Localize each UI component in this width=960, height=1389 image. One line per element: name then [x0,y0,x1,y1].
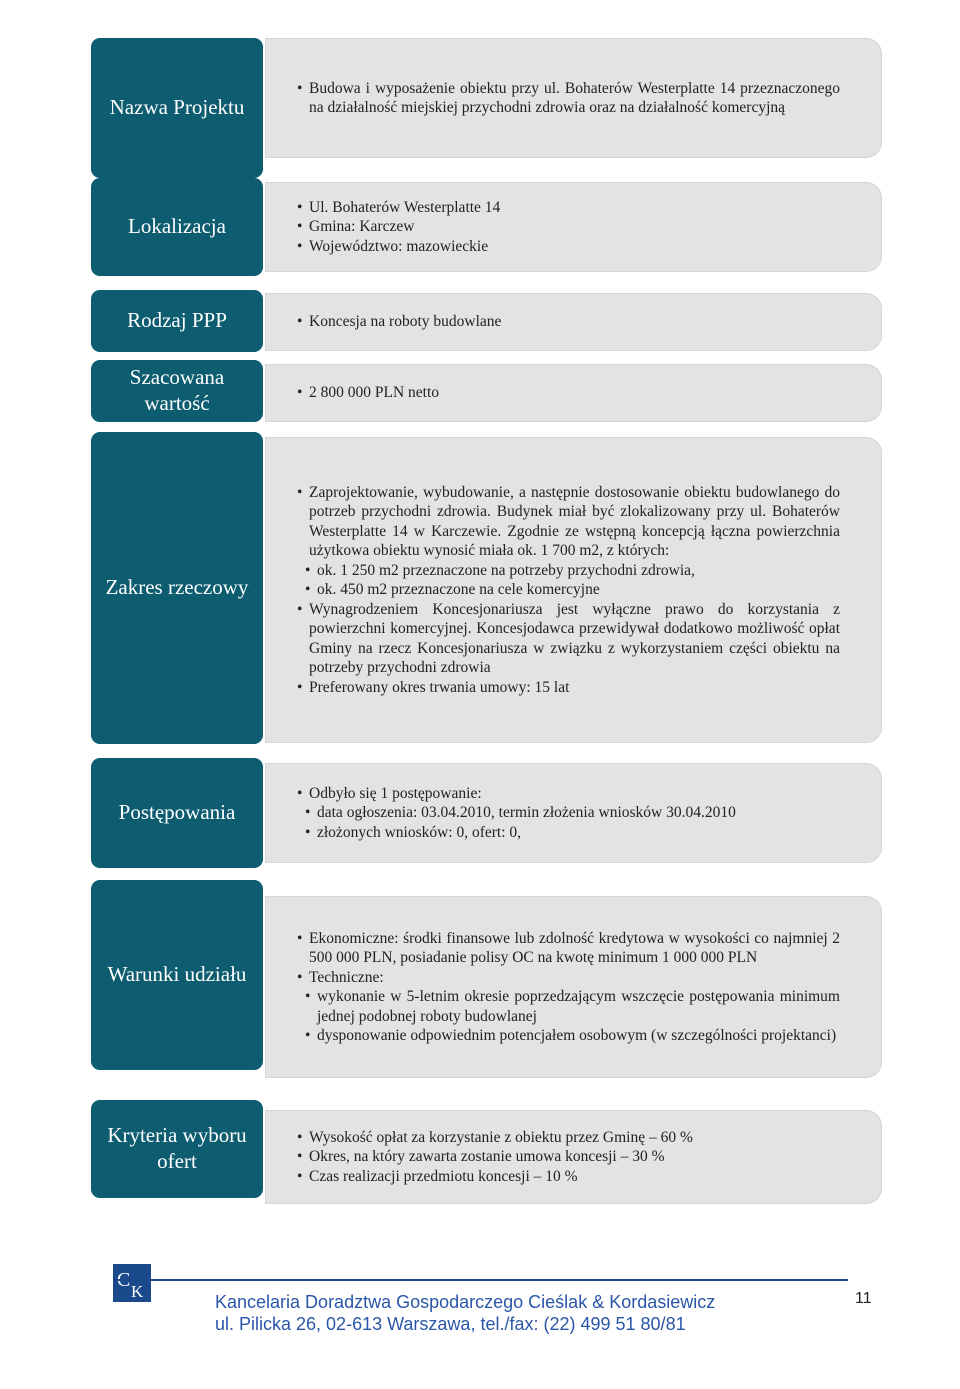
row-label: Postępowania [91,758,263,868]
row-label: Nazwa Projektu [91,38,263,178]
bullet-item: • data ogłoszenia: 03.04.2010, termin złożenia wniosków 30.04.2010 [305,803,840,823]
bullet-item: • Wynagrodzeniem Koncesjonariusza jest wyłączne prawo do korzystania z powierzchni komercyjnej. Koncesjodawca przewidywał dodatkowo możliwość opłat Gminy na rzecz Koncesjonariusza w związku z wykorzystaniem części obiektu na potrzeby przychodni zdrowia [297,600,840,678]
row-label: Zakres rzeczowy [91,432,263,744]
bullet-list [297,929,840,1046]
bullet-list [297,312,840,332]
bullet-item: • Województwo: mazowieckie [297,237,840,257]
bullet-item: • Zaprojektowanie, wybudowanie, a następnie dostosowanie obiektu budowlanego do potrzeb przychodni zdrowia. Budynek miał być zlokalizowany przy ul. Bohaterów Westerplatte 14 w Karczewie. Zgodnie ze wstępną koncepcją łączna powierzchnia użytkowa obiektu wynosić miała ok. 1 700 m2, z których: [297,483,840,561]
row-label: Szacowana wartość [91,360,263,422]
bullet-list [297,198,840,257]
company-logo [113,1264,151,1302]
row-content [265,437,882,743]
bullet-item: • Preferowany okres trwania umowy: 15 lat [297,678,840,698]
bullet-item: • Budowa i wyposażenie obiektu przy ul. Bohaterów Westerplatte 14 przeznaczonego na działalność miejskiej przychodni zdrowia oraz na działalność komercyjną [297,79,840,118]
bullet-item: • Gmina: Karczew [297,217,840,237]
row-content [265,1110,882,1204]
bullet-item: • Koncesja na roboty budowlane [297,312,840,332]
row-content [265,182,882,272]
svg-text:K: K [131,1282,144,1301]
bullet-item: • Wysokość opłat za korzystanie z obiektu przez Gminę – 60 % [297,1128,840,1148]
bullet-list [297,79,840,118]
footer-divider [113,1279,848,1281]
footer-address: ul. Pilicka 26, 02-613 Warszawa, tel./fax: (22) 499 51 80/81 [215,1314,686,1334]
bullet-item: • złożonych wniosków: 0, ofert: 0, [305,823,840,843]
page-number: 11 [855,1290,872,1307]
row-content [265,763,882,863]
bullet-item: • Techniczne: [297,968,840,988]
bullet-item: • Czas realizacji przedmiotu koncesji – 10 % [297,1167,840,1187]
footer-company: Kancelaria Doradztwa Gospodarczego Cieślak & Kordasiewicz [215,1292,716,1312]
bullet-item: • 2 800 000 PLN netto [297,383,840,403]
bullet-item: • ok. 450 m2 przeznaczone na cele komercyjne [305,580,840,600]
bullet-item: • Odbyło się 1 postępowanie: [297,784,840,804]
row-content [265,896,882,1078]
row-label: Kryteria wyboru ofert [91,1100,263,1198]
bullet-item: • ok. 1 250 m2 przeznaczone na potrzeby przychodni zdrowia, [305,561,840,581]
row-content [265,364,882,422]
bullet-list [297,383,840,403]
bullet-item: • wykonanie w 5-letnim okresie poprzedzającym wszczęcie postępowania minimum jednej podobnej roboty budowlanej [305,987,840,1026]
row-content [265,38,882,158]
row-label: Warunki udziału [91,880,263,1070]
bullet-item: • Ekonomiczne: środki finansowe lub zdolność kredytowa w wysokości co najmniej 2 500 000 PLN, posiadanie polisy OC na kwotę minimum 1 000 000 PLN [297,929,840,968]
bullet-item: • dysponowanie odpowiednim potencjałem osobowym (w szczególności projektanci) [305,1026,840,1046]
bullet-list [297,483,840,698]
bullet-item: • Ul. Bohaterów Westerplatte 14 [297,198,840,218]
bullet-list [297,784,840,843]
row-label: Rodzaj PPP [91,290,263,352]
row-label: Lokalizacja [91,178,263,276]
bullet-list [297,1128,840,1187]
row-content [265,293,882,351]
bullet-item: • Okres, na który zawarta zostanie umowa koncesji – 30 % [297,1147,840,1167]
